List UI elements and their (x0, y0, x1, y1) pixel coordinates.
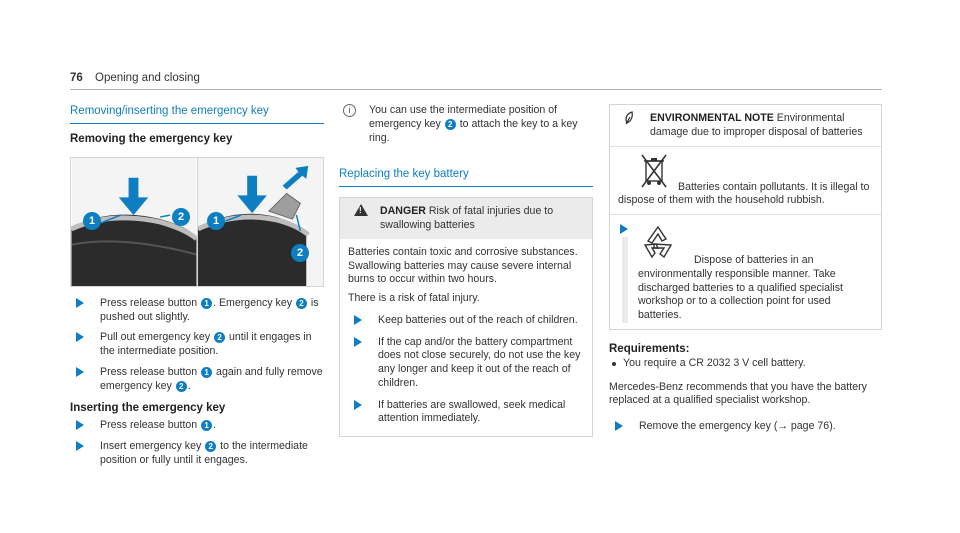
step-arrow-icon (620, 224, 628, 234)
step-arrow-icon (354, 315, 362, 325)
pollutants-block (610, 147, 881, 216)
danger-step-children: Keep batteries out of the reach of children. (348, 314, 584, 328)
step-arrow-icon (76, 332, 84, 342)
header-rule (70, 89, 882, 90)
page-number: 76 (70, 72, 83, 84)
requirement-item: You require a CR 2032 3 V cell battery. (609, 357, 882, 371)
danger-step-swallowed: If batteries are swallowed, seek medical attention immediately. (348, 399, 584, 427)
callout-2-left: 2 (171, 208, 191, 226)
subsection-title-removing: Removing the emergency key (70, 132, 233, 145)
page-header (70, 72, 200, 84)
environmental-keyword: ENVIRONMENTAL NOTE (650, 112, 774, 124)
info-icon: i (343, 104, 356, 117)
step-arrow-icon (76, 420, 84, 430)
column-right (609, 104, 882, 434)
column-middle (339, 104, 593, 437)
recommendation-text: Mercedes-Benz recommends that you have the battery replaced at a qualified specialist workshop. (609, 380, 867, 407)
step-arrow-icon (354, 400, 362, 410)
page-reference-link[interactable]: Remove the emergency key (→ page 76). (639, 420, 836, 433)
environmental-headline: Environmental damage due to improper disposal of batteries (650, 112, 863, 138)
danger-headline: Risk of fatal injuries due to swallowing batteries (380, 205, 554, 231)
key-illustration (70, 157, 324, 287)
step-arrow-icon (76, 367, 84, 377)
environment-leaf-icon (624, 111, 634, 125)
danger-step-cap: If the cap and/or the battery compartment does not close securely, do not use the key any longer and keep it out of the reach of children. (348, 336, 584, 391)
danger-paragraph-1: Batteries contain toxic and corrosive substances. Swallowing batteries may cause severe internal burns to occur within two hours. (348, 245, 578, 286)
column-left (70, 104, 324, 468)
danger-keyword: DANGER (380, 205, 426, 218)
step-arrow-icon (76, 298, 84, 308)
danger-body (340, 239, 592, 436)
callout-1-left: 1 (82, 212, 102, 230)
step-pull-out: Pull out emergency key 2 until it engages in the intermediate position. (70, 331, 324, 359)
step-insert-key: Insert emergency key 2 to the intermediate position or fully until it engages. (70, 440, 324, 468)
pollutants-text: Batteries contain pollutants. It is illegal to dispose of them with the household rubbish. (618, 180, 870, 207)
dispose-text: Dispose of batteries in an environmentally responsible manner. Take discharged batteries to a qualified specialist workshop or to a collection point for used batteries. (638, 254, 843, 322)
step-arrow-icon (76, 441, 84, 451)
requirements-title: Requirements: (609, 342, 690, 355)
danger-paragraph-2: There is a risk of fatal injury. (348, 292, 480, 305)
danger-box (339, 197, 593, 437)
warning-triangle-icon (354, 204, 368, 216)
removing-steps (70, 297, 324, 394)
step-press-again: Press release button 1 again and fully remove emergency key 2 . (70, 366, 324, 394)
step-press-release-insert: Press release button 1 . (70, 419, 324, 433)
step-arrow-icon (615, 421, 623, 431)
subsection-title-inserting: Inserting the emergency key (70, 402, 226, 415)
key-illustration-left (71, 158, 197, 286)
environmental-header (610, 105, 881, 147)
danger-header (340, 198, 592, 239)
section-title-removing-inserting: Removing/inserting the emergency key (70, 104, 324, 124)
environmental-box (609, 104, 882, 330)
dispose-step (618, 223, 873, 323)
callout-1-right: 1 (206, 212, 226, 230)
key-illustration-right (197, 158, 323, 286)
step-arrow-icon (354, 337, 362, 347)
inserting-steps (70, 419, 324, 467)
info-note: i You can use the intermediate position of emergency key 2 to attach the key to a key ring. (339, 104, 593, 145)
step-remove-key (609, 420, 882, 434)
chapter-title: Opening and closing (95, 72, 200, 84)
requirements (609, 342, 882, 371)
section-title-replacing-battery: Replacing the key battery (339, 167, 593, 187)
dispose-block (610, 215, 881, 329)
step-press-release: Press release button 1 . Emergency key 2 is pushed out slightly. (70, 297, 324, 325)
callout-2-right: 2 (290, 244, 310, 262)
